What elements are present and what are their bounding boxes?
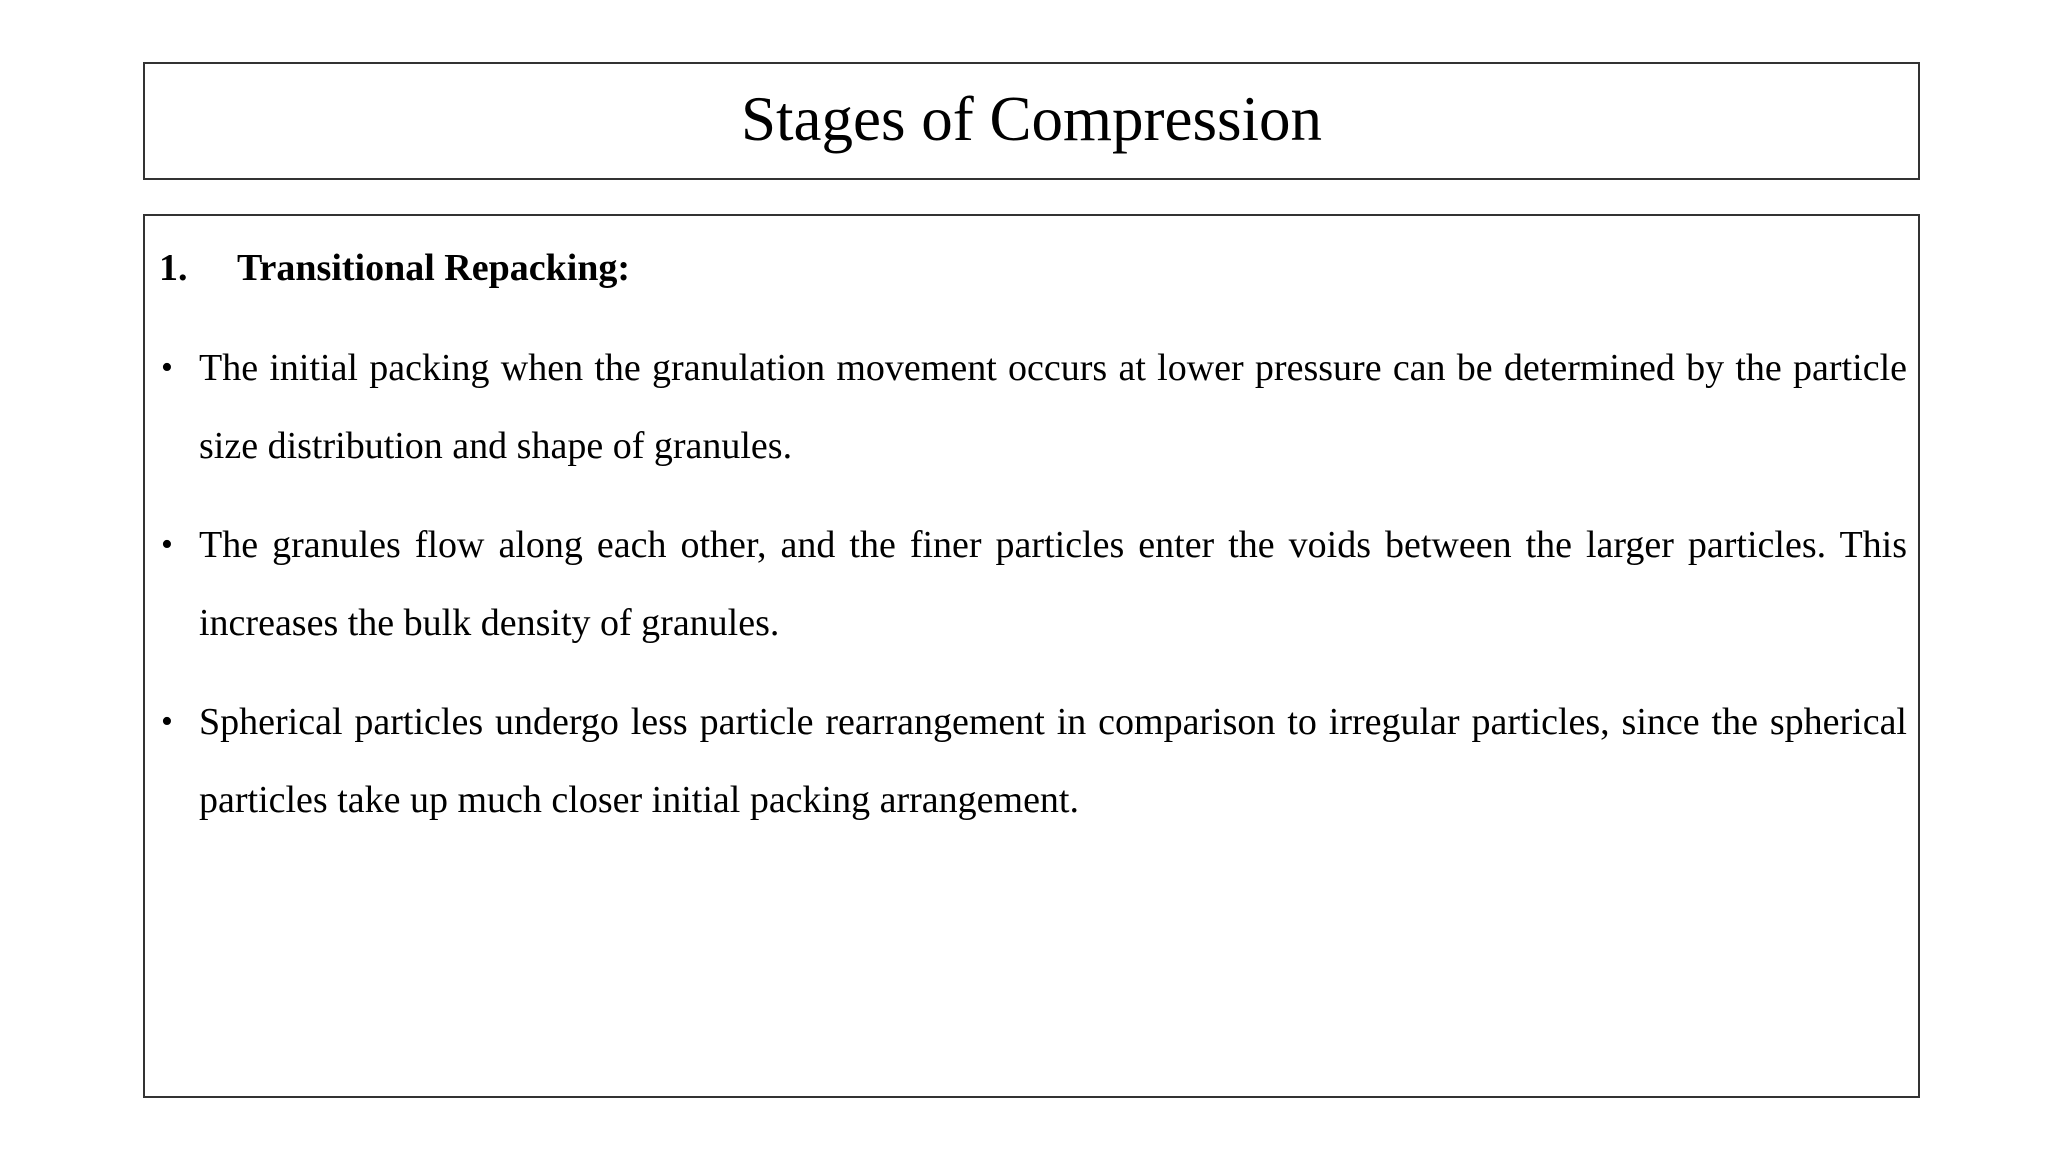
bullet-text: The granules flow along each other, and the finer particles enter the voids between the larger particles. This increases the bulk density of granules. — [199, 524, 1907, 644]
bullet-icon: • — [161, 703, 173, 740]
section-heading-text: Transitional Repacking: — [237, 247, 631, 289]
bullet-item — [159, 683, 1907, 839]
section-number: 1. — [159, 247, 188, 289]
bullet-text: Spherical particles undergo less particle rearrangement in comparison to irregular particles, since the spherical particles take up much closer initial packing arrangement. — [199, 701, 1907, 821]
bullet-icon: • — [161, 526, 173, 563]
bullet-icon: • — [161, 349, 173, 386]
bullet-item — [159, 329, 1907, 485]
bullet-list — [159, 329, 1907, 860]
content-box — [143, 214, 1920, 1098]
title-box — [143, 62, 1920, 180]
bullet-item — [159, 506, 1907, 662]
bullet-text: The initial packing when the granulation movement occurs at lower pressure can be determined by the particle size distribution and shape of granules. — [199, 347, 1907, 467]
slide-title: Stages of Compression — [741, 83, 1322, 154]
section-heading — [159, 246, 630, 292]
